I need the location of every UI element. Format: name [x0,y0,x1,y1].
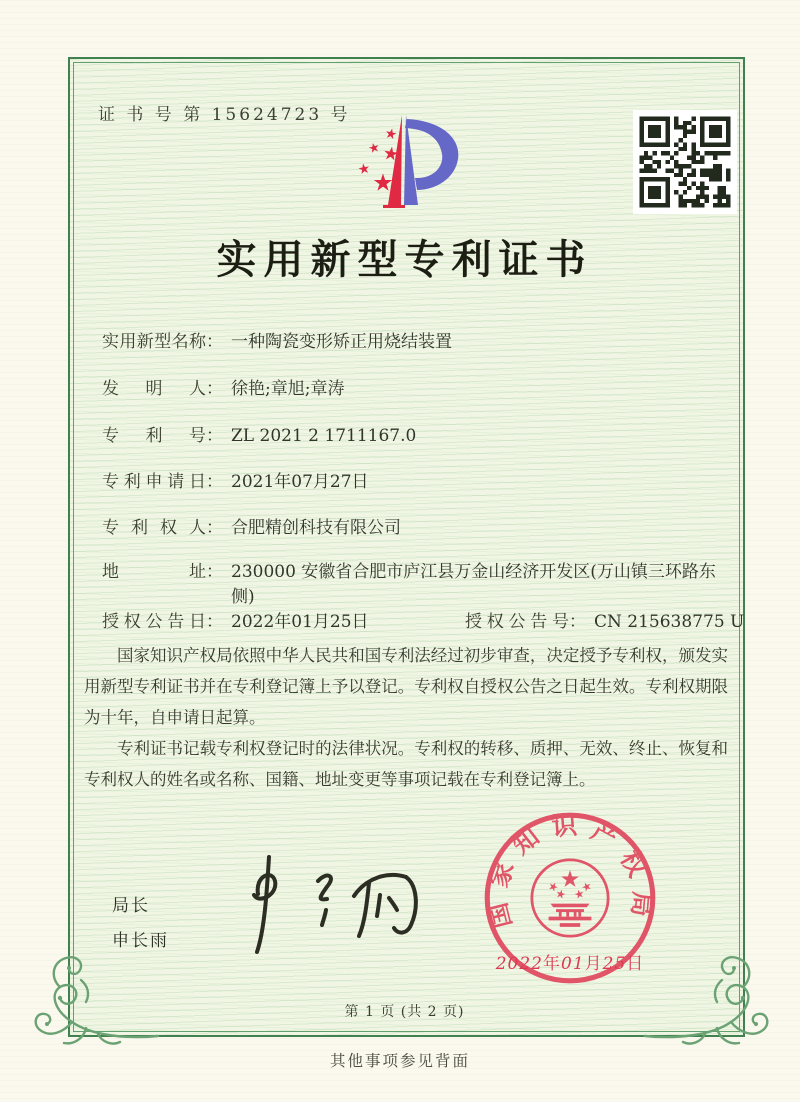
field-colon: ： [569,612,586,632]
field-label: 授权公告号 [465,612,569,632]
signer-name: 申长雨 [112,931,169,950]
field-label: 授权公告日 [102,612,206,632]
field-row-grant-number [465,610,744,635]
field-row-grant-date [102,610,369,635]
legal-text [84,640,728,795]
field-colon: ： [206,426,223,446]
field-label: 地址 [102,562,206,582]
national-emblem-icon [532,860,608,936]
field-value: 合肥精创科技有限公司 [231,518,401,538]
field-label: 发明人 [102,379,206,399]
field-colon: ： [206,472,223,492]
cnipa-logo-icon [338,112,470,216]
field-value: 2021年07月27日 [231,472,369,492]
seal-ring-text: 国家知识产权局 [481,809,659,932]
field-colon: ： [206,612,223,632]
legal-paragraph-2: 专利证书记载专利权登记时的法律状况。专利权的转移、质押、无效、终止、恢复和专利权人的姓名或名称、国籍、地址变更等事项记载在专利登记簿上。 [84,739,728,789]
field-label: 实用新型名称 [102,332,206,352]
field-value: 230000 安徽省合肥市庐江县万金山经济开发区(万山镇三环路东侧) [231,562,716,607]
seal-date: 2022年01月25日 [495,954,645,974]
svg-text:国家知识产权局 [482,810,658,932]
qr-code [633,110,737,214]
field-value: 一种陶瓷变形矫正用烧结装置 [231,332,452,352]
field-row-utility-name [102,330,452,355]
field-value: ZL 2021 2 1711167.0 [231,426,417,446]
page-number: 第 1 页 (共 2 页) [344,1004,465,1020]
back-note: 其他事项参见背面 [329,1052,470,1070]
field-colon: ： [206,332,223,352]
certificate-number: 证 书 号 第 15624723 号 [98,105,351,125]
director-signature [228,850,433,960]
field-colon: ： [206,518,223,538]
field-row-address [102,560,717,609]
field-value: 徐艳;章旭;章涛 [231,379,345,399]
field-value: CN 215638775 U [594,612,745,632]
field-row-filing-date [102,470,369,495]
field-row-inventors [102,377,344,402]
field-value: 2022年01月25日 [231,612,369,632]
field-colon: ： [206,379,223,399]
field-row-patent-number [102,424,416,449]
certificate-title: 实用新型专利证书 [216,236,593,283]
field-label: 专利号 [102,426,206,446]
field-label: 专利权人 [102,518,206,538]
field-row-patentee [102,516,401,541]
field-label: 专利申请日 [102,472,206,492]
legal-paragraph-1: 国家知识产权局依照中华人民共和国专利法经过初步审查，决定授予专利权，颁发实用新型专利证书并在专利登记簿上予以登记。专利权自授权公告之日起生效。专利权期限为十年，自申请日起算。 [84,646,728,727]
signer-title: 局长 [112,896,150,915]
field-colon: ： [206,562,223,582]
